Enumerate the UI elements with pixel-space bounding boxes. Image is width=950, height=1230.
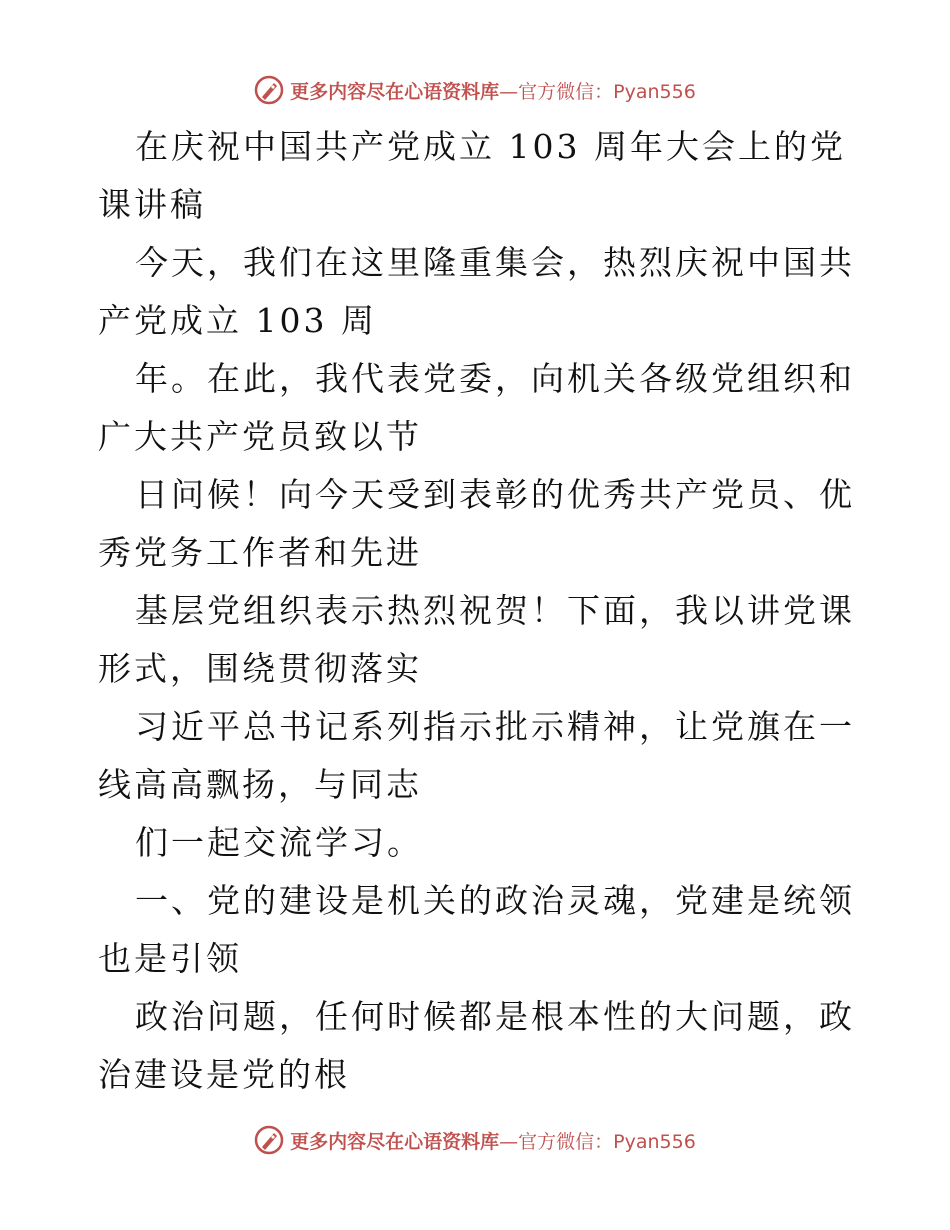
header-wechat-text: 官方微信：Pyan556 [518, 80, 696, 103]
paragraph: 基层党组织表示热烈祝贺！下面，我以讲党课形式，围绕贯彻落实 [98, 591, 855, 688]
paragraph: 日问候！向今天受到表彰的优秀共产党员、优秀党务工作者和先进 [98, 475, 855, 572]
pen-nib-logo-icon [254, 75, 284, 105]
paragraph: 年。在此，我代表党委，向机关各级党组织和广大共产党员致以节 [98, 359, 855, 456]
paragraph: 们一起交流学习。 [135, 823, 423, 862]
document-title: 在庆祝中国共产党成立 103 周年大会上的党课讲稿 [98, 127, 846, 224]
pen-nib-logo-icon [254, 1125, 284, 1155]
paragraph: 今天，我们在这里隆重集会，热烈庆祝中国共产党成立 103 周 [98, 243, 855, 340]
footer-wechat-text: 官方微信：Pyan556 [518, 1130, 696, 1153]
footer-library-text: 更多内容尽在心语资料库 [290, 1130, 500, 1153]
document-body [98, 118, 858, 1104]
header-dash: — [499, 80, 519, 103]
section-heading: 一、党的建设是机关的政治灵魂，党建是统领也是引领 [98, 881, 855, 978]
footer-banner [0, 1120, 950, 1160]
paragraph: 政治问题，任何时候都是根本性的大问题，政治建设是党的根 [98, 997, 855, 1094]
header-banner [0, 70, 950, 110]
paragraph: 习近平总书记系列指示批示精神，让党旗在一线高高飘扬，与同志 [98, 707, 855, 804]
header-library-text: 更多内容尽在心语资料库 [290, 80, 500, 103]
header-text [290, 77, 696, 104]
footer-text [290, 1127, 696, 1154]
footer-dash: — [499, 1130, 519, 1153]
